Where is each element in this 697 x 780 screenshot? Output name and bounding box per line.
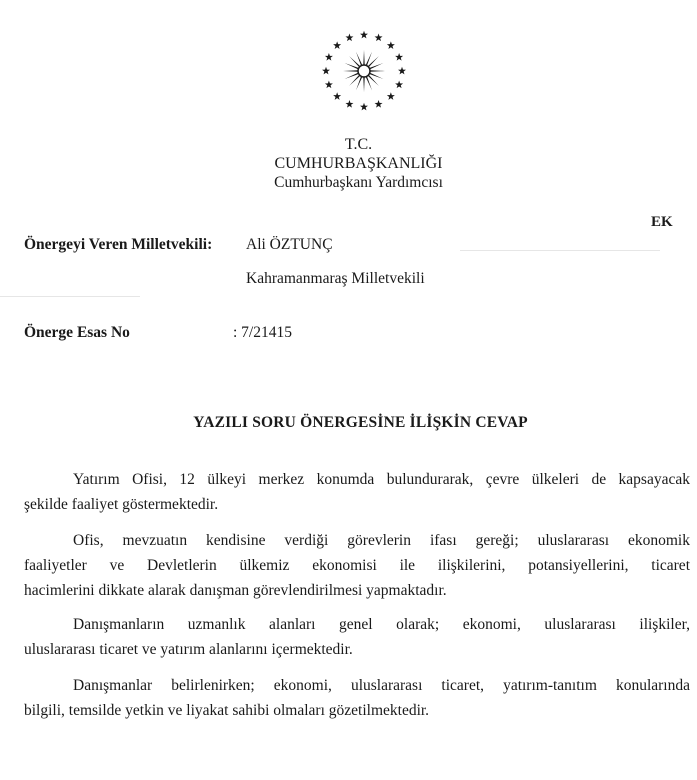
- paragraph-line: faaliyetler ve Devletlerin ülkemiz ekonomisi ile ilişkilerini, potansiyellerini, ticaret: [24, 557, 690, 574]
- paragraph-line: şekilde faaliyet göstermektedir.: [24, 496, 219, 513]
- seal-star: [387, 41, 395, 49]
- paragraph-line: bilgili, temsilde yetkin ve liyakat sahibi olmaları gözetilmektedir.: [24, 702, 430, 719]
- mp-title: Kahramanmaraş Milletvekili: [246, 270, 425, 287]
- paragraph-line: Ofis, mevzuatın kendisine verdiği görevlerin ifası gereği; uluslararası ekonomik: [73, 532, 690, 549]
- sun-core: [358, 65, 370, 77]
- motion-number-label: Önerge Esas No: [24, 324, 130, 341]
- seal-star: [325, 81, 333, 89]
- seal-star: [360, 103, 368, 111]
- mp-name: Ali ÖZTUNÇ: [246, 236, 333, 253]
- office-name: Cumhurbaşkanı Yardımcısı: [274, 174, 443, 191]
- sun-ray: [343, 70, 358, 71]
- state-abbreviation: T.C.: [344, 136, 373, 153]
- seal-star: [395, 81, 403, 89]
- annex-mark: EK: [651, 214, 673, 230]
- seal-star: [322, 67, 330, 75]
- seal-star: [333, 92, 341, 100]
- seal-star: [395, 53, 403, 61]
- paragraph-line: uluslararası ticaret ve yatırım alanlarını içermektedir.: [24, 641, 353, 658]
- paragraph-3: [24, 612, 690, 662]
- seal-star: [345, 34, 353, 42]
- paragraph-line: Danışmanlar belirlenirken; ekonomi, uluslararası ticaret, yatırım-tanıtım konularında: [73, 677, 690, 694]
- seal-star: [360, 31, 368, 39]
- mp-label: Önergeyi Veren Milletvekili:: [24, 236, 213, 253]
- institution-name: CUMHURBAŞKANLIĞI: [274, 155, 443, 172]
- seal-star: [345, 100, 353, 108]
- seal-star: [325, 53, 333, 61]
- paragraph-line: Danışmanların uzmanlık alanları genel olarak; ekonomi, uluslararası ilişkiler,: [73, 616, 690, 633]
- sun-ray: [363, 50, 364, 65]
- scan-artifact: [460, 250, 660, 251]
- seal-star: [333, 41, 341, 49]
- paragraph-2: [24, 528, 690, 603]
- paragraph-line: Yatırım Ofisi, 12 ülkeyi merkez konumda bulundurarak, çevre ülkeleri de kapsayacak: [73, 471, 690, 488]
- seal-star: [387, 92, 395, 100]
- seal-star: [398, 67, 406, 75]
- motion-number-value: : 7/21415: [233, 324, 292, 341]
- paragraph-line: hacimlerini dikkate alarak danışman görevlendirilmesi yapmaktadır.: [24, 582, 447, 599]
- paragraph-1: [24, 467, 690, 517]
- sun-ray: [363, 77, 364, 92]
- paragraph-4: [24, 673, 690, 723]
- document-title: YAZILI SORU ÖNERGESİNE İLİŞKİN CEVAP: [193, 414, 528, 431]
- seal-star: [375, 34, 383, 42]
- seal-star: [375, 100, 383, 108]
- sun-ray: [370, 70, 385, 71]
- presidential-seal-icon: [313, 25, 415, 117]
- scan-artifact: [0, 296, 140, 297]
